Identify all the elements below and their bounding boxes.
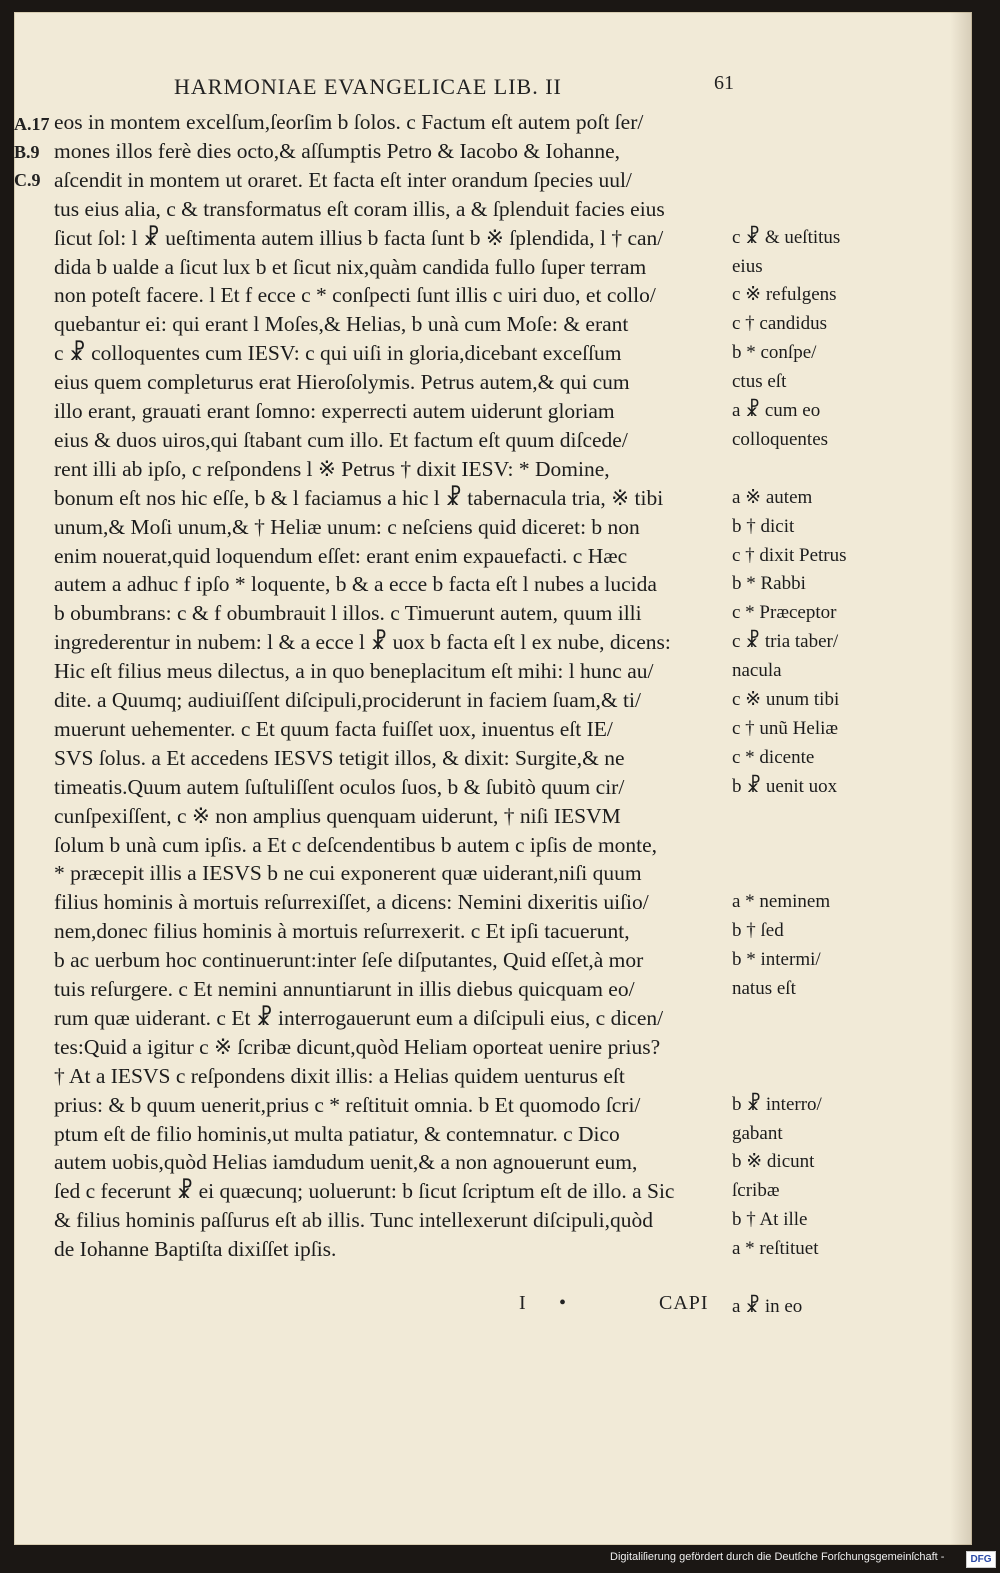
text-line: rent illi ab ipſo, c reſpondens l ※ Petrus † dixit IESV: * Domine, xyxy=(54,456,610,481)
marginal-note: c ☧ tria taber/ xyxy=(732,631,839,653)
digitization-credit: Digitaliſierung gefördert durch die Deutſche Forſchungsgemeinſchaft - xyxy=(610,1551,945,1563)
text-line: mones illos ferè dies octo,& aſſumptis Petro & Iacobo & Iohanne, xyxy=(54,138,621,163)
marginal-note: a ☧ cum eo xyxy=(732,400,821,421)
text-line: tes:Quid a igitur c ※ ſcribæ dicunt,quòd Heliam oporteat uenire prius? xyxy=(54,1034,661,1059)
marginal-note: b ☧ uenit uox xyxy=(732,775,838,797)
catchword: CAPI xyxy=(659,1292,709,1314)
marginal-note: b ※ dicunt xyxy=(732,1151,815,1173)
marginal-note: nacula xyxy=(732,660,782,682)
marginal-note: eius xyxy=(732,255,763,277)
text-line: dida b ualde a ſicut lux b et ſicut nix,quàm candida fullo ſuper terram xyxy=(54,254,647,279)
text-line: eos in montem excelſum,ſeorſim b ſolos. c Factum eſt autem poſt ſer/ xyxy=(54,110,644,134)
marginal-note: c † candidus xyxy=(732,313,827,335)
text-line: aſcendit in montem ut oraret. Et facta eſt inter orandum ſpecies uul/ xyxy=(54,167,632,192)
marginal-note: b † At ille xyxy=(732,1209,808,1231)
text-line: c ☧ colloquentes cum IESV: c qui uiſi in gloria,dicebant exceſſum xyxy=(54,341,622,366)
marginal-note: a * neminem xyxy=(732,891,831,913)
text-line: & filius hominis paſſurus eſt ab illis. Tunc intellexerunt diſcipuli,quòd xyxy=(54,1208,653,1233)
text-line: bonum eſt nos hic eſſe, b & l faciamus a hic l ☧ tabernacula tria, ※ tibi xyxy=(54,485,664,510)
text-line: eius & duos uiros,qui ſtabant cum illo. Et factum eſt quum diſcede/ xyxy=(54,427,628,452)
marginal-note: c * dicente xyxy=(732,746,815,768)
marginal-note: natus eſt xyxy=(732,978,796,999)
marginal-note: c † dixit Petrus xyxy=(732,544,847,566)
text-line: † At a IESVS c reſpondens dixit illis: a Helias quidem uenturus eſt xyxy=(54,1063,625,1088)
footer-ornament: • xyxy=(559,1292,567,1314)
book-page xyxy=(14,12,972,1545)
marginal-note: ctus eſt xyxy=(732,371,787,393)
marginal-note: c ※ refulgens xyxy=(732,284,837,306)
text-line: rum quæ uiderant. c Et ☧ interrogauerunt eum a diſcipuli eius, c dicen/ xyxy=(54,1005,664,1030)
marginal-note: gabant xyxy=(732,1122,783,1144)
text-line: autem a adhuc f ipſo * loquente, b & a ecce b facta eſt l nubes a lucida xyxy=(54,572,657,597)
text-line: ſolum b unà cum ipſis. a Et c deſcendentibus b autem c ipſis de monte, xyxy=(54,832,658,857)
text-line: tuis reſurgere. c Et nemini annuntiarunt in illis diebus quicquam eo/ xyxy=(54,977,635,1001)
dfg-logo: DFG xyxy=(966,1551,996,1568)
marginal-note: c * Præceptor xyxy=(732,602,837,624)
text-line: ingrederentur in nubem: l & a ecce l ☧ uox b facta eſt l ex nube, dicens: xyxy=(54,630,671,655)
text-line: Hic eſt filius meus dilectus, a in quo beneplacitum eſt mihi: l hunc au/ xyxy=(54,659,654,684)
text-line: b ac uerbum hoc continuerunt:inter ſeſe diſputantes, Quid eſſet,à mor xyxy=(54,948,644,973)
text-line: autem uobis,quòd Helias iamdudum uenit,& a non agnouerunt eum, xyxy=(54,1150,638,1175)
text-line: ptum eſt de filio hominis,ut multa patiatur, & contemnatur. c Dico xyxy=(54,1121,620,1146)
text-line: filius hominis à mortuis reſurrexiſſet, a dicens: Nemini dixeritis uiſio/ xyxy=(54,890,649,915)
text-line: nem,donec filius hominis à mortuis reſurrexerit. c Et ipſi tacuerunt, xyxy=(54,919,630,944)
page-number: 61 xyxy=(714,72,734,94)
signature-mark: I xyxy=(519,1292,526,1314)
running-title: HARMONIAE EVANGELICAE LIB. II xyxy=(174,74,562,99)
margin-reference: A.17 xyxy=(14,114,50,134)
marginal-note: a * reſtituet xyxy=(732,1238,819,1260)
text-line: SVS ſolus. a Et accedens IESVS tetigit illos, & dixit: Surgite,& ne xyxy=(54,745,625,770)
text-line: timeatis.Quum autem ſuſtuliſſent oculos ſuos, b & ſubitò quum cir/ xyxy=(54,774,625,799)
text-line: tus eius alia, c & transformatus eſt coram illis, a & ſplenduit facies eius xyxy=(54,196,665,221)
marginal-note: a ☧ in eo xyxy=(732,1295,803,1317)
text-line: b obumbrans: c & f obumbrauit l illos. c Timuerunt autem, quum illi xyxy=(54,601,642,626)
text-line: dite. a Quumq; audiuiſſent diſcipuli,prociderunt in faciem ſuam,& ti/ xyxy=(54,688,641,712)
marginal-note: ſcribæ xyxy=(732,1180,780,1202)
marginal-note: b † ſed xyxy=(732,920,784,942)
page-gutter-shadow xyxy=(950,12,972,1545)
text-line: non poteſt facere. l Et f ecce c * conſpecti ſunt illis c uiri duo, et collo/ xyxy=(54,283,656,308)
marginal-note: c ☧ & ueſtitus xyxy=(732,226,841,248)
text-line: unum,& Moſi unum,& † Heliæ unum: c neſciens quid diceret: b non xyxy=(54,514,640,539)
text-line: ſed c fecerunt ☧ ei quæcunq; uoluerunt: b ſicut ſcriptum eſt de illo. a Sic xyxy=(54,1179,675,1204)
marginal-note: b * Rabbi xyxy=(732,573,806,595)
text-line: enim nouerat,quid loquendum eſſet: erant enim expauefacti. c Hæc xyxy=(54,543,628,568)
marginal-note: b ☧ interro/ xyxy=(732,1093,822,1115)
margin-reference: C.9 xyxy=(14,170,41,190)
marginal-note: b * intermi/ xyxy=(732,949,821,971)
marginal-note: colloquentes xyxy=(732,428,829,450)
text-line: de Iohanne Baptiſta dixiſſet ipſis. xyxy=(54,1237,337,1262)
text-line: prius: & b quum uenerit,prius c * reſtituit omnia. b Et quomodo ſcri/ xyxy=(54,1092,641,1117)
marginal-note: b * conſpe/ xyxy=(732,342,817,364)
text-line: * præcepit illis a IESVS b ne cui exponerent quæ uiderant,niſi quum xyxy=(54,861,642,886)
marginal-note: c ※ unum tibi xyxy=(732,689,840,710)
marginal-note: c † unũ Heliæ xyxy=(732,717,839,739)
text-line: muerunt uehementer. c Et quum facta fuiſſet uox, inuentus eſt IE/ xyxy=(54,716,613,741)
margin-reference: B.9 xyxy=(14,142,40,162)
text-line: cunſpexiſſent, c ※ non amplius quenquam uiderunt, † niſi IESVM xyxy=(54,803,621,828)
text-line: illo erant, grauati erant ſomno: experrecti autem uiderunt gloriam xyxy=(54,399,615,423)
marginal-note: a ※ autem xyxy=(732,486,813,508)
text-line: eius quem completurus erat Hieroſolymis. Petrus autem,& qui cum xyxy=(54,370,630,395)
text-line: quebantur ei: qui erant l Moſes,& Helias, b unà cum Moſe: & erant xyxy=(54,312,629,337)
marginal-note: b † dicit xyxy=(732,515,795,537)
text-line: ſicut ſol: l ☧ ueſtimenta autem illius b facta ſunt b ※ ſplendida, l † can/ xyxy=(54,225,664,250)
